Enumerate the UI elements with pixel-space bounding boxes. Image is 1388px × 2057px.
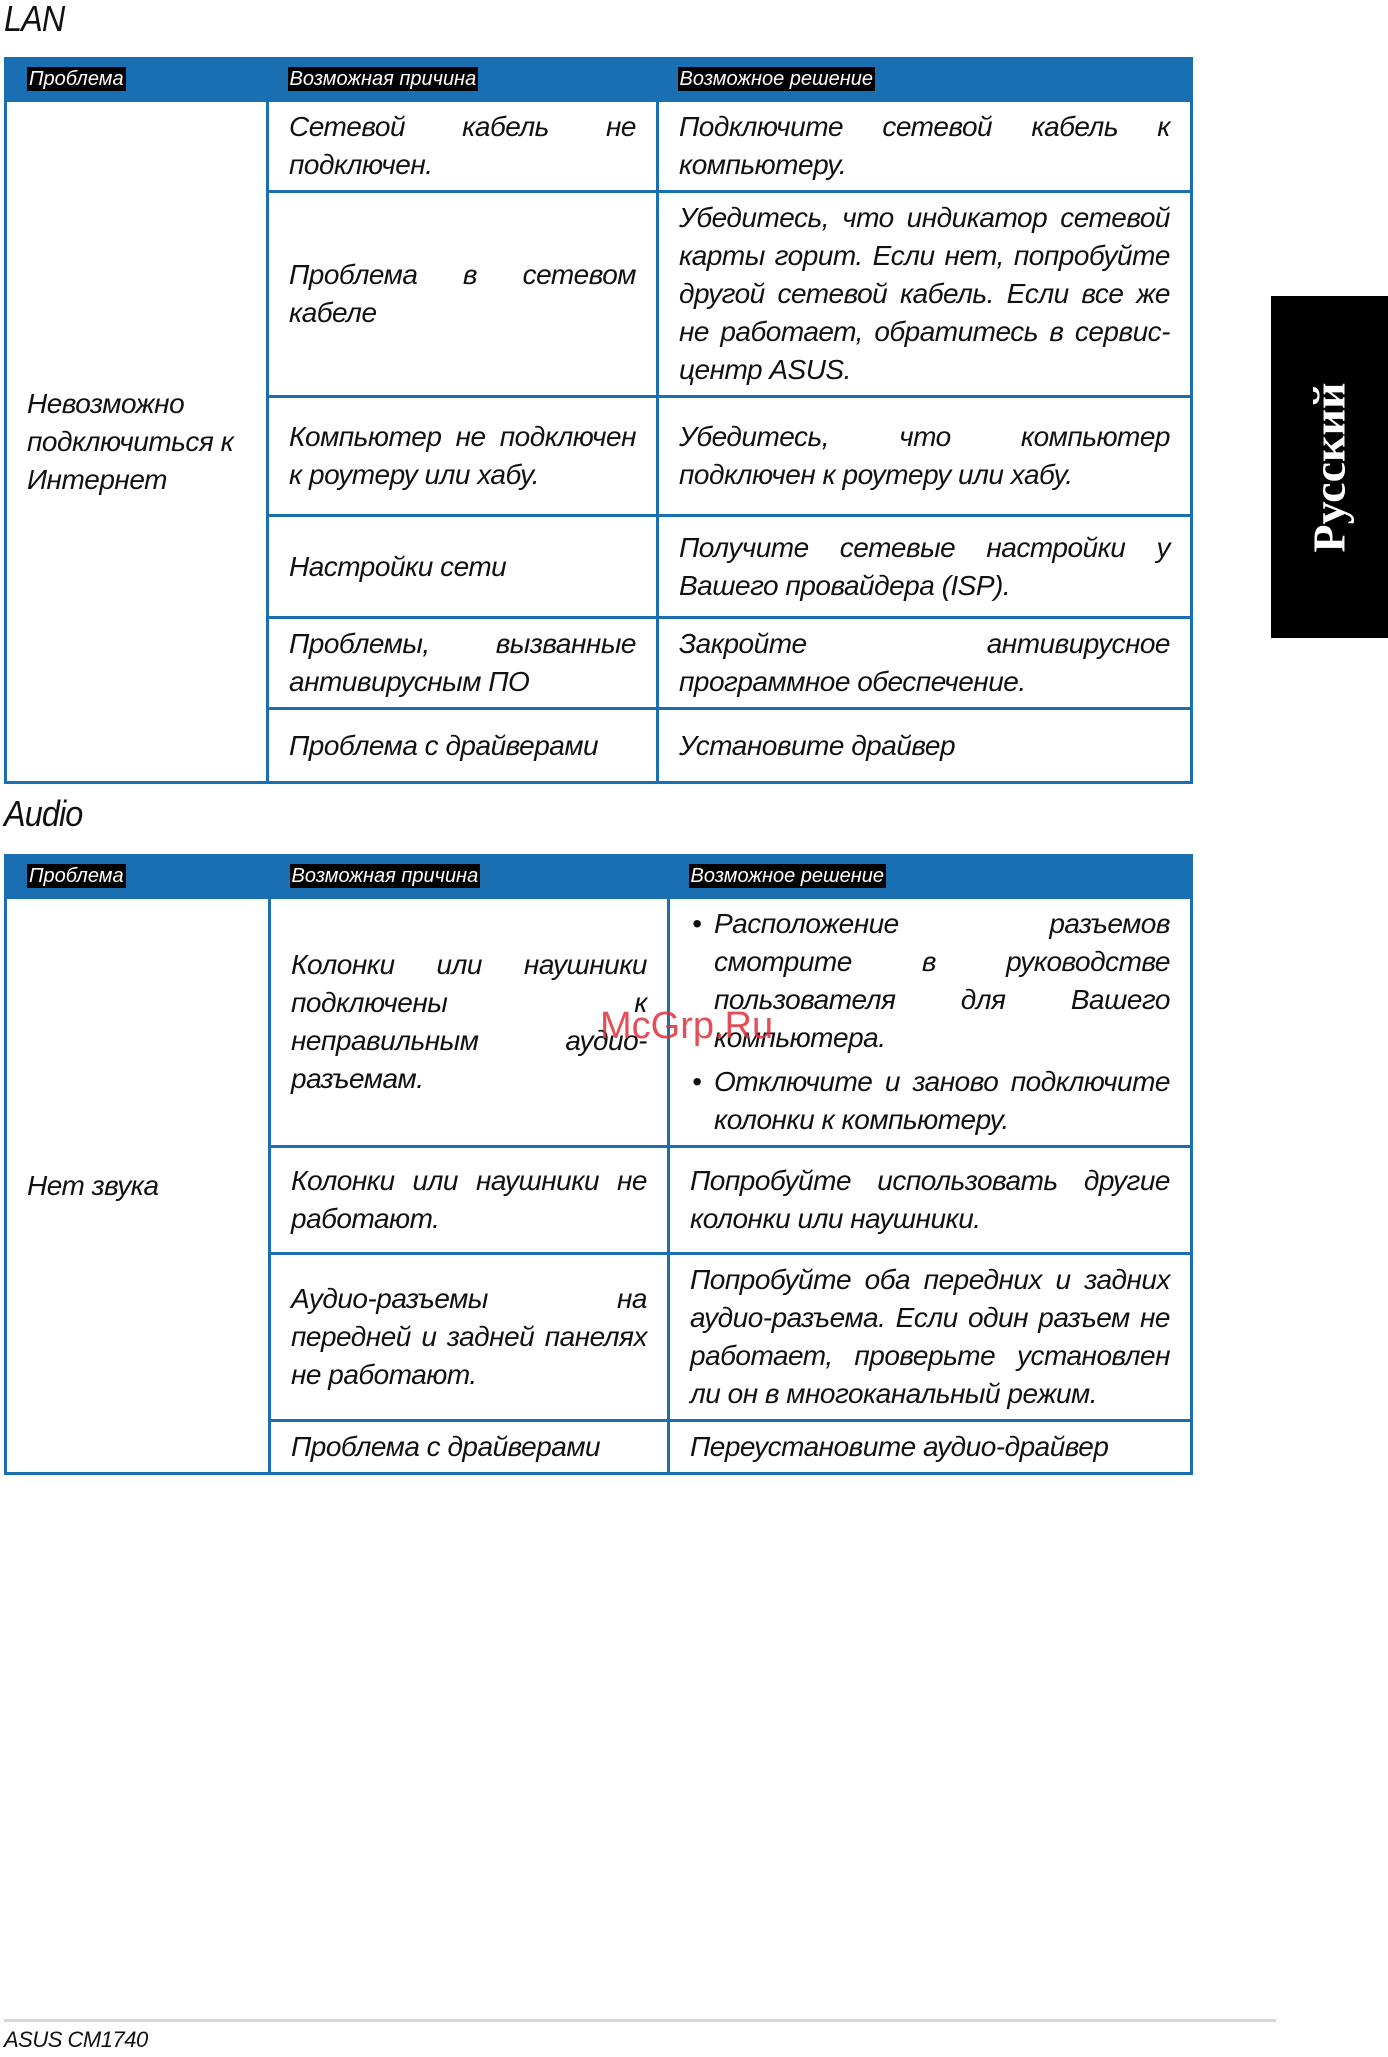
footer-model-label: ASUS CM1740 [4, 2027, 148, 2052]
audio-troubleshooting-table [4, 854, 1193, 1475]
lan-solution-cell: Убедитесь, что компьютер подключен к роутеру или хабу. [658, 397, 1192, 516]
audio-cause-cell: Колонки или наушники подключены к неправильным аудио-разъемам. [270, 898, 669, 1147]
audio-solution-cell: Переустановите аудио-драйвер [669, 1421, 1192, 1474]
audio-header-solution: Возможное решение [669, 856, 1192, 898]
audio-section-title: Audio [4, 793, 83, 834]
lan-cause-cell: Проблема в сетевом кабеле [268, 192, 658, 397]
lan-header-problem: Проблема [6, 59, 268, 101]
lan-header-solution: Возможное решение [658, 59, 1192, 101]
list-item: • Расположение разъемов смотрите в руководстве пользователя для Вашего компьютера. [714, 905, 1170, 1057]
lan-cause-cell: Проблема с драйверами [268, 709, 658, 783]
audio-solution-cell: Попробуйте использовать другие колонки или наушники. [669, 1147, 1192, 1254]
footer-divider [4, 2019, 1276, 2022]
lan-cause-cell: Настройки сети [268, 516, 658, 618]
lan-header-cause: Возможная причина [268, 59, 658, 101]
audio-header-cause: Возможная причина [270, 856, 669, 898]
audio-header-problem: Проблема [6, 856, 270, 898]
table-row [6, 101, 1192, 192]
lan-cause-cell: Сетевой кабель не подключен. [268, 101, 658, 192]
lan-solution-cell: Закройте антивирусное программное обеспечение. [658, 618, 1192, 709]
language-side-tab-label: Русский [1304, 381, 1355, 553]
audio-solution-cell: Попробуйте оба передних и задних аудио-разъема. Если один разъем не работает, проверьте установлен ли он в многоканальный режим. [669, 1254, 1192, 1421]
lan-solution-cell: Убедитесь, что индикатор сетевой карты горит. Если нет, попробуйте другой сетевой кабель. Если все же не работает, обратитесь в сервис-центр ASUS. [658, 192, 1192, 397]
lan-cause-cell: Проблемы, вызванные антивирусным ПО [268, 618, 658, 709]
table-row [6, 898, 1192, 1147]
audio-cause-cell: Проблема с драйверами [270, 1421, 669, 1474]
watermark: McGrp.Ru [600, 1005, 774, 1047]
lan-table-header-row [6, 59, 1192, 101]
language-side-tab [1271, 296, 1388, 638]
lan-section-title: LAN [4, 0, 65, 39]
lan-solution-cell: Установите драйвер [658, 709, 1192, 783]
lan-troubleshooting-table [4, 57, 1193, 784]
audio-table-header-row [6, 856, 1192, 898]
audio-cause-cell: Аудио-разъемы на передней и задней панелях не работают. [270, 1254, 669, 1421]
audio-problem-cell: Нет звука [6, 898, 270, 1474]
lan-solution-cell: Получите сетевые настройки у Вашего провайдера (ISP). [658, 516, 1192, 618]
list-item: • Отключите и заново подключите колонки к компьютеру. [714, 1063, 1170, 1139]
lan-solution-cell: Подключите сетевой кабель к компьютеру. [658, 101, 1192, 192]
lan-problem-cell: Невозможно подключиться к Интернет [6, 101, 268, 783]
audio-cause-cell: Колонки или наушники не работают. [270, 1147, 669, 1254]
lan-cause-cell: Компьютер не подключен к роутеру или хабу. [268, 397, 658, 516]
